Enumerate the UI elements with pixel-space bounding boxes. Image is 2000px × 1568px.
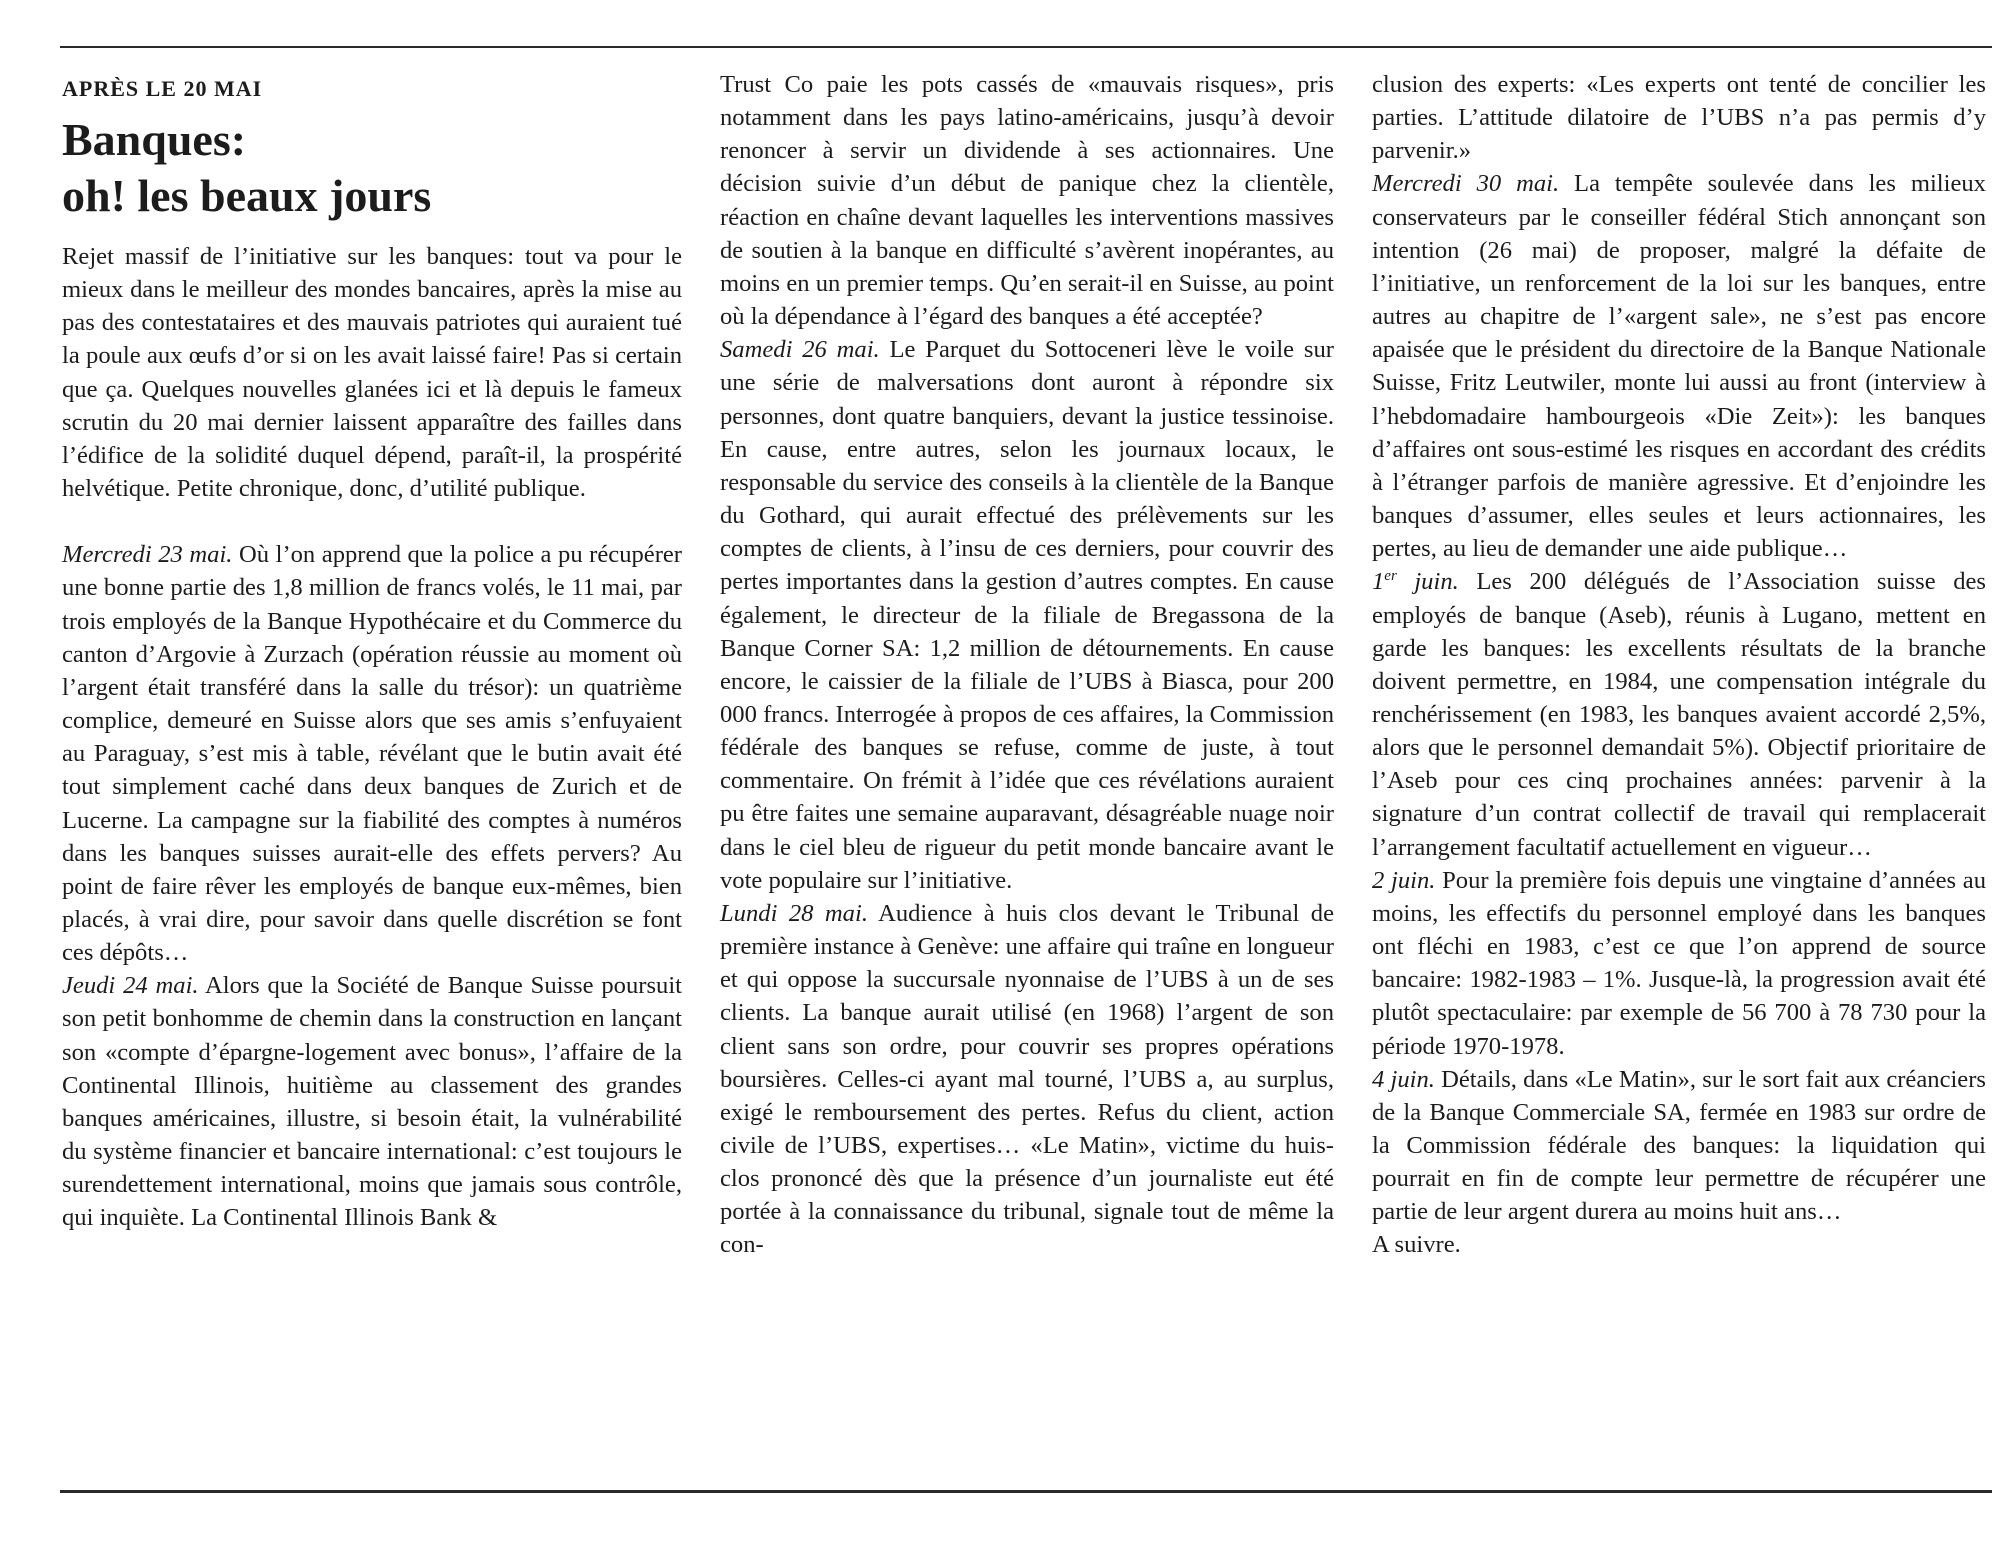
entry-text: Détails, dans «Le Matin», sur le sort fait aux créanciers de la Banque Commerciale SA, fermée en 1983 sur ordre de la Commission fédérale des banques: la liquidation qui pourrait en fin de compte leur permettre de récupérer une partie de leur argent durera au moins huit ans… (1372, 1065, 1986, 1226)
headline-line-1: Banques: (62, 114, 247, 165)
entry-text: Le Parquet du Sottoceneri lève le voile sur une série de malversations dont auront à répondre six personnes, dont quatre banquiers, devant la justice tessinoise. En cause, entre autres, selon les journaux locaux, le responsable du service des conseils à la clientèle de la Banque du Gothard, qui aurait effectué des prélèvements sur les comptes de clients, à l’insu de ces derniers, pour couvrir des pertes importantes dans la gestion d’autres comptes. En cause également, le directeur de la filiale de Bregassona de la Banque Corner SA: 1,2 million de détournements. En cause encore, le caissier de la filiale de l’UBS à Biasca, pour 200 000 francs. Interrogée à propos de ces affaires, la Commission fédérale des banques se refuse, comme de juste, à tout commentaire. On frémit à l’idée que ces révélations auraient pu être faites une semaine auparavant, désagréable nuage noir dans le ciel bleu de rigueur du petit monde bancaire avant le vote populaire sur l’initiative. (720, 336, 1334, 894)
entry-28-mai-continued (1372, 68, 1986, 167)
headline (62, 112, 682, 224)
entry-text: La tempête soulevée dans les milieux conservateurs par le conseiller fédéral Stich annonçant son intention (26 mai) de proposer, malgré la défaite de l’initiative, un renforcement de la loi sur les banques, entre autres au chapitre de l’«argent sale», ne s’est pas encore apaisée que le président du directoire de la Banque Nationale Suisse, Fritz Leutwiler, monte lui aussi au front (interview à l’hebdomadaire hambourgeois «Die Zeit»): les banques d’affaires ont sous-estimé les risques en accordant des crédits à l’étranger parfois de manière agressive. Et d’enjoindre les banques d’assumer, elles seules et leurs actionnaires, les pertes, au lieu de demander une aide publique… (1372, 170, 1986, 563)
closing-line: A suivre. (1372, 1231, 1461, 1259)
entry-24-mai (62, 969, 682, 1234)
entry-date: Jeudi 24 mai. (62, 972, 199, 1000)
top-rule (60, 46, 1992, 48)
bottom-rule (60, 1490, 1992, 1493)
entry-date-day: 1 (1372, 568, 1385, 596)
kicker: APRÈS LE 20 MAI (62, 76, 263, 101)
headline-line-2: oh! les beaux jours (62, 170, 432, 221)
entry-1-juin (1372, 565, 1986, 863)
entry-23-mai (62, 538, 682, 969)
lead-paragraph: Rejet massif de l’initiative sur les banques: tout va pour le mieux dans le meilleur des mondes bancaires, après la mise au pas des contestataires et des mauvais patriotes qui auraient tué la poule aux œufs d’or si on les avait laissé faire! Pas si certain que ça. Quelques nouvelles glanées ici et là depuis le fameux scrutin du 20 mai dernier laissent apparaître des failles dans l’édifice de la solidité duquel dépend, paraît-il, la prospérité helvétique. Petite chronique, donc, d’utilité publique. (62, 243, 682, 503)
entry-26-mai (720, 333, 1334, 897)
column-3 (1372, 68, 1986, 1262)
entry-date: Mercredi 23 mai. (62, 541, 233, 569)
entry-24-mai-continued (720, 68, 1334, 333)
entry-28-mai (720, 897, 1334, 1262)
entry-text: clusion des experts: «Les experts ont tenté de concilier les parties. L’attitude dilatoire de l’UBS n’a pas permis d’y parvenir.» (1372, 71, 1986, 165)
column-1 (62, 70, 682, 1235)
entry-date: 2 juin. (1372, 866, 1436, 894)
entry-date: Samedi 26 mai. (720, 336, 880, 364)
entry-date-sup: er (1384, 568, 1397, 585)
entry-date: Lundi 28 mai. (720, 899, 868, 927)
entry-4-juin (1372, 1063, 1986, 1229)
entry-text: Les 200 délégués de l’Association suisse des employés de banque (Aseb), réunis à Lugano, mettent en garde les banques: les excellents résultats de la branche doivent permettre, en 1984, une compensation intégrale du renchérissement (en 1983, les banques avaient accordé 2,5%, alors que le personnel demandait 5%). Objectif prioritaire de l’Aseb pour ces cinq prochaines années: parvenir à la signature d’un contrat collectif de travail qui remplacerait l’arrangement facultatif actuellement en vigueur… (1372, 568, 1986, 861)
entry-text: Alors que la Société de Banque Suisse poursuit son petit bonhomme de chemin dans la construction en lançant son «compte d’épargne-logement avec bonus», l’affaire de la Continental Illinois, huitième au classement des grandes banques américaines, illustre, si besoin était, la vulnérabilité du système financier et bancaire international: c’est toujours le surendettement international, moins que jamais sous contrôle, qui inquiète. La Continental Illinois Bank & (62, 972, 682, 1232)
entry-text: Où l’on apprend que la police a pu récupérer une bonne partie des 1,8 million de francs volés, le 11 mai, par trois employés de la Banque Hypothécaire et du Commerce du canton d’Argovie à Zurzach (opération réussie au moment où l’argent était transféré dans la salle du trésor): un quatrième complice, demeuré en Suisse alors que ses amis s’enfuyaient au Paraguay, s’est mis à table, révélant que le butin avait été tout simplement caché dans deux banques de Zurich et de Lucerne. La campagne sur la fiabilité des comptes à numéros dans les banques suisses aurait-elle des effets pervers? Au point de faire rêver les employés de banque eux-mêmes, bien placés, à vrai dire, pour savoir dans quelle discrétion se font ces dépôts… (62, 541, 682, 967)
entry-date-tail: juin. (1396, 568, 1459, 596)
entry-text: Audience à huis clos devant le Tribunal de première instance à Genève: une affaire qui traîne en longueur et qui oppose la succursale nyonnaise de l’UBS à un de ses clients. La banque aurait utilisé (en 1968) l’argent de son client sans son ordre, pour couvrir ses propres opérations boursières. Celles-ci ayant mal tourné, l’UBS a, au surplus, exigé le remboursement des pertes. Refus du client, action civile de l’UBS, expertises… «Le Matin», victime du huis-clos prononcé dès que la présence d’un journaliste eut été portée à la connaissance du tribunal, signale tout de même la con- (720, 899, 1334, 1259)
entry-date: 4 juin. (1372, 1065, 1435, 1093)
entry-date: Mercredi 30 mai. (1372, 170, 1560, 198)
entry-text: Trust Co paie les pots cassés de «mauvais risques», pris notamment dans les pays latino-américains, jusqu’à devoir renoncer à servir un dividende à ses actionnaires. Une décision suivie d’un début de panique chez la clientèle, réaction en chaîne devant laquelles les interventions massives de soutien à la banque en difficulté s’avèrent inopérantes, au moins en un premier temps. Qu’en serait-il en Suisse, au point où la dépendance à l’égard des banques a été acceptée? (720, 71, 1334, 331)
column-2 (720, 68, 1334, 1262)
entry-text: Pour la première fois depuis une vingtaine d’années au moins, les effectifs du personnel employé dans les banques ont fléchi en 1983, c’est ce que l’on apprend de source bancaire: 1982-1983 – 1%. Jusque-là, la progression avait été plutôt spectaculaire: par exemple de 56 700 à 78 730 pour la période 1970-1978. (1372, 866, 1986, 1060)
entry-2-juin (1372, 864, 1986, 1063)
entry-30-mai (1372, 167, 1986, 565)
entry-date (1372, 568, 1459, 595)
